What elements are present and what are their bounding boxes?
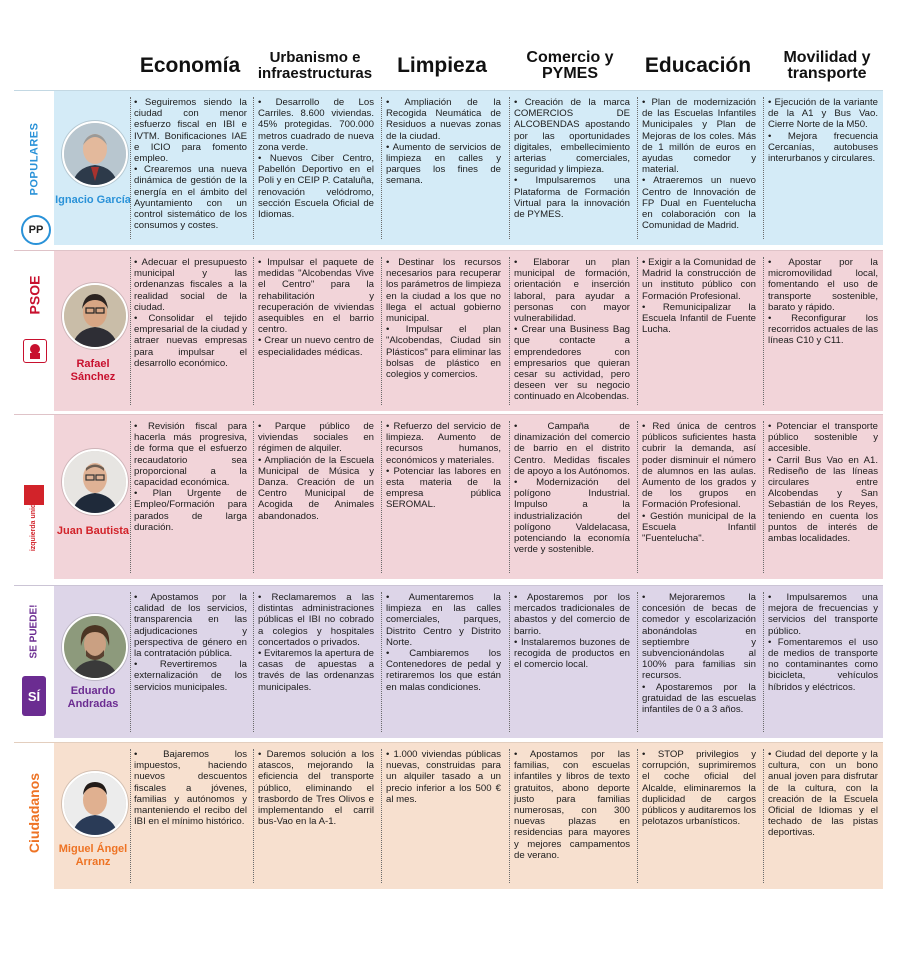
- party-logo-column: [14, 251, 54, 411]
- column-divider: [637, 421, 638, 573]
- proposal-cell: [514, 421, 630, 575]
- column-divider: [130, 749, 131, 883]
- proposal-text: • Apostaremos por los mercados tradicionales de abastos y del comercio de barrio.: [514, 592, 630, 637]
- column-divider: [509, 749, 510, 883]
- proposal-text: • Potenciar las labores en esta materia de la empresa pública SEROMAL.: [386, 465, 501, 511]
- proposal-cell: [258, 749, 374, 885]
- proposal-cell: [768, 97, 878, 241]
- column-divider: [763, 749, 764, 883]
- proposal-cell: [134, 592, 247, 734]
- party-name: Ciudadanos: [26, 772, 42, 854]
- proposal-cell: [514, 592, 630, 734]
- proposal-text: • Impulsaremos una Plataforma de Formación Virtual para la innovación de PYMES.: [514, 175, 630, 221]
- header-economia: Economía: [139, 54, 241, 77]
- proposal-cell: [386, 257, 501, 407]
- proposal-cell: [514, 97, 630, 241]
- column-divider: [381, 749, 382, 883]
- proposal-text: • Destinar los recursos necesarios para recuperar los parámetros de limpieza en la ciudad a los que no llega el actual gobierno municipal.: [386, 257, 501, 325]
- column-divider: [637, 749, 638, 883]
- proposal-text: • Atraeremos un nuevo Centro de Innovación de FP Dual en Fuentelucha en colaboración con la Comunidad de Madrid.: [642, 175, 756, 232]
- column-divider: [509, 257, 510, 405]
- person-photo-icon: [64, 616, 126, 678]
- avatar: [62, 614, 128, 680]
- header-urbanismo: Urbanismo e infraestructuras: [257, 49, 373, 82]
- column-divider: [381, 592, 382, 732]
- proposal-text: • Revertiremos la externalización de los servicios municipales.: [134, 659, 247, 693]
- party-row-iu: [14, 414, 883, 579]
- person-photo-icon: [64, 773, 126, 835]
- person-photo-icon: [64, 451, 126, 513]
- proposal-text: • Parque público de viviendas sociales en régimen de alquiler.: [258, 421, 374, 455]
- column-divider: [509, 97, 510, 239]
- column-divider: [253, 592, 254, 732]
- proposal-cell: [514, 257, 630, 407]
- proposal-cell: [386, 592, 501, 734]
- party-row-psoe: [14, 250, 883, 411]
- proposal-text: • Aumentaremos la limpieza en las calles comerciales, parques, Distrito Centro y Distrito Norte.: [386, 592, 501, 648]
- proposal-cell: [258, 257, 374, 407]
- proposal-cell: [642, 749, 756, 885]
- proposal-cell: [386, 749, 501, 885]
- column-divider: [253, 257, 254, 405]
- proposal-cell: [134, 97, 247, 241]
- avatar: [62, 283, 128, 349]
- proposal-text: • Refuerzo del servicio de limpieza. Aumento de recursos humanos, económicos y materiales.: [386, 421, 501, 466]
- header-educacion: Educación: [644, 54, 752, 77]
- proposal-text: • Crear una Business Bag que contacte a emprendedores con empresarios que quieran cesar su actividad, pero deseen ver su negocio continuado en Alcobendas.: [514, 324, 630, 403]
- proposal-text: • Ciudad del deporte y la cultura, con un bono anual joven para disfrutar de la cultura, con la creación de la Escuela Oficial de Idiomas y el techado de las pistas deportivas.: [768, 749, 878, 839]
- column-divider: [381, 421, 382, 573]
- proposal-text: • Bajaremos los impuestos, haciendo nuevos descuentos fiscales a jóvenes, familias y autónomos y manteniendo el recibo del IBI en el mínimo histórico.: [134, 749, 247, 828]
- proposal-cell: [386, 97, 501, 241]
- column-divider: [509, 421, 510, 573]
- proposal-text: • Impulsar el plan "Alcobendas, Ciudad sin Plásticos" para eliminar las bolsas de plástico en colegios y comercios.: [386, 324, 501, 381]
- proposal-text: • Adecuar el presupuesto municipal y las ordenanzas fiscales a la realidad social de la ciudad.: [134, 257, 247, 313]
- party-name: izquierda unida: [30, 499, 38, 551]
- column-divider: [253, 97, 254, 239]
- proposal-text: • Nuevos Ciber Centro, Pabellón Deportivo en el Poli y en CEIP P. Cataluña, renovación velódromo, sección Escuela Oficial de Idiomas.: [258, 153, 374, 221]
- proposal-cell: [134, 749, 247, 885]
- avatar: [62, 121, 128, 187]
- proposal-text: • Red única de centros públicos suficientes hasta cubrir la demanda, así poder disminuir el número de alumnos en las aulas. Aumento de los grados y de los grupos en Formación Profesional.: [642, 421, 756, 511]
- proposal-text: • Impulsaremos una mejora de frecuencias y servicios del transporte público.: [768, 592, 878, 637]
- proposal-cell: [258, 592, 374, 734]
- party-name: SE PUEDE!: [28, 604, 40, 658]
- column-divider: [637, 97, 638, 239]
- column-divider: [253, 421, 254, 573]
- header-movilidad: Movilidad y transporte: [783, 49, 871, 82]
- header-comercio: Comercio y PYMES: [526, 49, 614, 82]
- proposal-cell: [514, 749, 630, 885]
- proposal-text: • 1.000 viviendas públicas nuevas, construidas para un alquiler tasado a un precio inferior a los 500 € al mes.: [386, 749, 501, 805]
- party-logo-column: [14, 586, 54, 738]
- proposal-text: • Ejecución de la variante de la A1 y Bus Vao. Cierre Norte de la M50.: [768, 97, 878, 131]
- proposal-text: • Ampliación de la Recogida Neumática de Residuos a nuevas zonas de la ciudad.: [386, 97, 501, 142]
- column-divider: [253, 749, 254, 883]
- column-divider: [130, 421, 131, 573]
- candidate-name: Juan Bautista: [56, 525, 130, 537]
- proposal-text: • Reclamaremos a las distintas administraciones públicas el IBI no cobrado a colegios y hospitales concertados o privados.: [258, 592, 374, 648]
- proposal-text: • Aumento de servicios de limpieza en calles y parques los fines de semana.: [386, 141, 501, 187]
- party-row-ciudadanos: [14, 742, 883, 889]
- proposal-text: • Remunicipalizar la Escuela Infantil de Fuente Lucha.: [642, 301, 756, 336]
- column-divider: [509, 592, 510, 732]
- proposal-text: • Creación de la marca COMERCIOS DE ALCOBENDAS apostando por las oportunidades digitales, embellecimiento arterias comerciales, seguridad y limpieza.: [514, 97, 630, 176]
- column-divider: [381, 257, 382, 405]
- proposal-text: • Plan de modernización de las Escuelas Infantiles Municipales y Plan de Mejoras de los coles. Más de 1 millón de euros en ayudas comedor y material.: [642, 97, 756, 176]
- proposal-text: • Instalaremos buzones de recogida de productos en el comercio local.: [514, 636, 630, 671]
- proposal-cell: [642, 257, 756, 407]
- proposal-text: • Gestión municipal de la Escuela Infantil "Fuentelucha".: [642, 510, 756, 545]
- party-name: PSOE: [26, 275, 42, 315]
- column-divider: [637, 257, 638, 405]
- proposal-text: • Consolidar el tejido empresarial de la ciudad y atraer nuevas empresas para impulsar el desarrollo económico.: [134, 313, 247, 369]
- column-divider: [763, 592, 764, 732]
- proposal-text: • Apostar por la micromovilidad local, fomentando el uso de transporte sostenible, barato y rápido.: [768, 257, 878, 313]
- proposal-text: • STOP privilegios y corrupción, suprimiremos el coche oficial del Alcalde, eliminaremos la duplicidad de cargos públicos y auditaremos los pelotazos urbanísticos.: [642, 749, 756, 828]
- column-divider: [637, 592, 638, 732]
- proposal-text: • Apostaremos por la gratuidad de las escuelas infantiles de 0 a 3 años.: [642, 681, 756, 716]
- column-divider: [763, 257, 764, 405]
- proposal-text: • Apostamos por la calidad de los servicios, transparencia en las adjudicaciones y perspectiva de género en la contratación pública.: [134, 592, 247, 660]
- proposal-cell: [134, 257, 247, 407]
- column-divider: [130, 97, 131, 239]
- avatar: [62, 449, 128, 515]
- rose-fist-icon: [23, 339, 47, 363]
- proposal-text: • Fomentaremos el uso de medios de transporte no contaminantes como bicicleta, vehículos híbridos y eléctricos.: [768, 636, 878, 693]
- party-name: POPULARES: [28, 122, 40, 196]
- proposal-text: • Desarrollo de Los Carriles. 8.600 viviendas. 45% protegidas. 700.000 metros cuadrado de nueva zona verde.: [258, 97, 374, 153]
- si-logo-icon: SÍ: [22, 676, 46, 716]
- avatar: [62, 771, 128, 837]
- candidate-name: Eduardo Andradas: [67, 685, 119, 710]
- header-limpieza: Limpieza: [397, 54, 487, 77]
- party-logo-column: [14, 743, 54, 889]
- party-row-sisepuede: [14, 585, 883, 738]
- person-photo-icon: [64, 123, 126, 185]
- proposal-text: • Carril Bus Vao en A1. Rediseño de las líneas circulares entre Alcobendas y San Sebastián de los Reyes, teniendo en cuenta los puntos de interés de ambas localidades.: [768, 454, 878, 545]
- party-logo-column: [14, 415, 54, 579]
- proposal-text: • Exigir a la Comunidad de Madrid la construcción de un instituto público con Formación Profesional.: [642, 257, 756, 302]
- proposal-cell: [768, 421, 878, 575]
- pp-logo-icon: PP: [21, 215, 51, 245]
- proposal-text: • Reconfigurar los recorridos actuales de las líneas C10 y C11.: [768, 313, 878, 347]
- candidate-name: Ignacio García: [55, 194, 131, 206]
- proposal-text: • Revisión fiscal para hacerla más progresiva, de forma que el esfuerzo recaudatorio sea proporcional a la capacidad económica.: [134, 421, 247, 489]
- proposal-text: • Seguiremos siendo la ciudad con menor esfuerzo fiscal en IBI e IVTM. Bonificaciones IAE e ICIO para fomento empleo.: [134, 97, 247, 165]
- proposal-cell: [768, 257, 878, 407]
- column-divider: [130, 592, 131, 732]
- column-divider: [763, 421, 764, 573]
- proposal-text: • Mejora frecuencia Cercanías, autobuses interurbanos y circulares.: [768, 130, 878, 165]
- proposal-text: • Impulsar el paquete de medidas "Alcobendas Vive el Centro" para la rehabilitación y recuperación de viviendas asequibles en el barrio centro.: [258, 257, 374, 336]
- proposal-text: • Mejoraremos la concesión de becas de comedor y escolarización abonándolas en septiembre y subvencionándolas al 100% para familias sin recursos.: [642, 592, 756, 682]
- column-headers: [130, 44, 890, 88]
- proposal-text: • Crear un nuevo centro de especialidades médicas.: [258, 335, 374, 358]
- proposal-cell: [258, 421, 374, 575]
- proposal-cell: [642, 97, 756, 241]
- person-photo-icon: [64, 285, 126, 347]
- proposal-text: • Daremos solución a los atascos, mejorando la eficiencia del transporte público, eliminando el trasbordo de Tres Olivos e implementando el carril bus-Vao en la A-1.: [258, 749, 374, 828]
- proposal-text: • Cambiaremos los Contenedores de pedal y retiraremos los que están en malas condiciones.: [386, 648, 501, 693]
- proposal-cell: [134, 421, 247, 575]
- proposal-text: • Modernización del polígono Industrial. Impulso a la industrialización del polígono Valdelacasa, potenciando la economía verde y sostenible.: [514, 477, 630, 556]
- proposal-text: • Plan Urgente de Empleo/Formación para parados de larga duración.: [134, 488, 247, 533]
- party-logo-column: [14, 91, 54, 245]
- proposal-text: • Ampliación de la Escuela Municipal de Música y Danza. Creación de un Centro Municipal de Acogida de Animales abandonados.: [258, 454, 374, 522]
- proposal-text: • Potenciar el transporte público sostenible y accesible.: [768, 421, 878, 455]
- proposal-cell: [258, 97, 374, 241]
- party-row-pp: [14, 90, 883, 245]
- proposal-text: • Elaborar un plan municipal de formación, orientación e inserción laboral, para ayudar a personas con mayor vulnerabilidad.: [514, 257, 630, 325]
- column-divider: [763, 97, 764, 239]
- proposal-text: • Crearemos una nueva dinámica de gestión de la energía en el ámbito del Ayuntamiento con un control sistemático de los consumos y costes.: [134, 164, 247, 232]
- proposal-text: • Evitaremos la apertura de casas de apuestas a través de las ordenanzas municipales.: [258, 648, 374, 693]
- proposal-cell: [642, 421, 756, 575]
- candidate-name: Rafael Sánchez: [70, 358, 116, 383]
- proposal-cell: [642, 592, 756, 734]
- column-divider: [130, 257, 131, 405]
- proposal-cell: [386, 421, 501, 575]
- proposal-text: • Apostamos por las familias, con escuelas infantiles y libros de texto gratuitos, abono deporte justo para familias numerosas, con 300 nuevas plazas en residencias para mayores y mejores campamentos de verano.: [514, 749, 630, 861]
- column-divider: [381, 97, 382, 239]
- proposal-cell: [768, 749, 878, 885]
- proposal-text: • Campaña de dinamización del comercio de barrio en el distrito Centro. Medidas fiscales de apoyo a los Autónomos.: [514, 421, 630, 477]
- proposal-cell: [768, 592, 878, 734]
- candidate-name: Miguel Ángel Arranz: [58, 843, 128, 868]
